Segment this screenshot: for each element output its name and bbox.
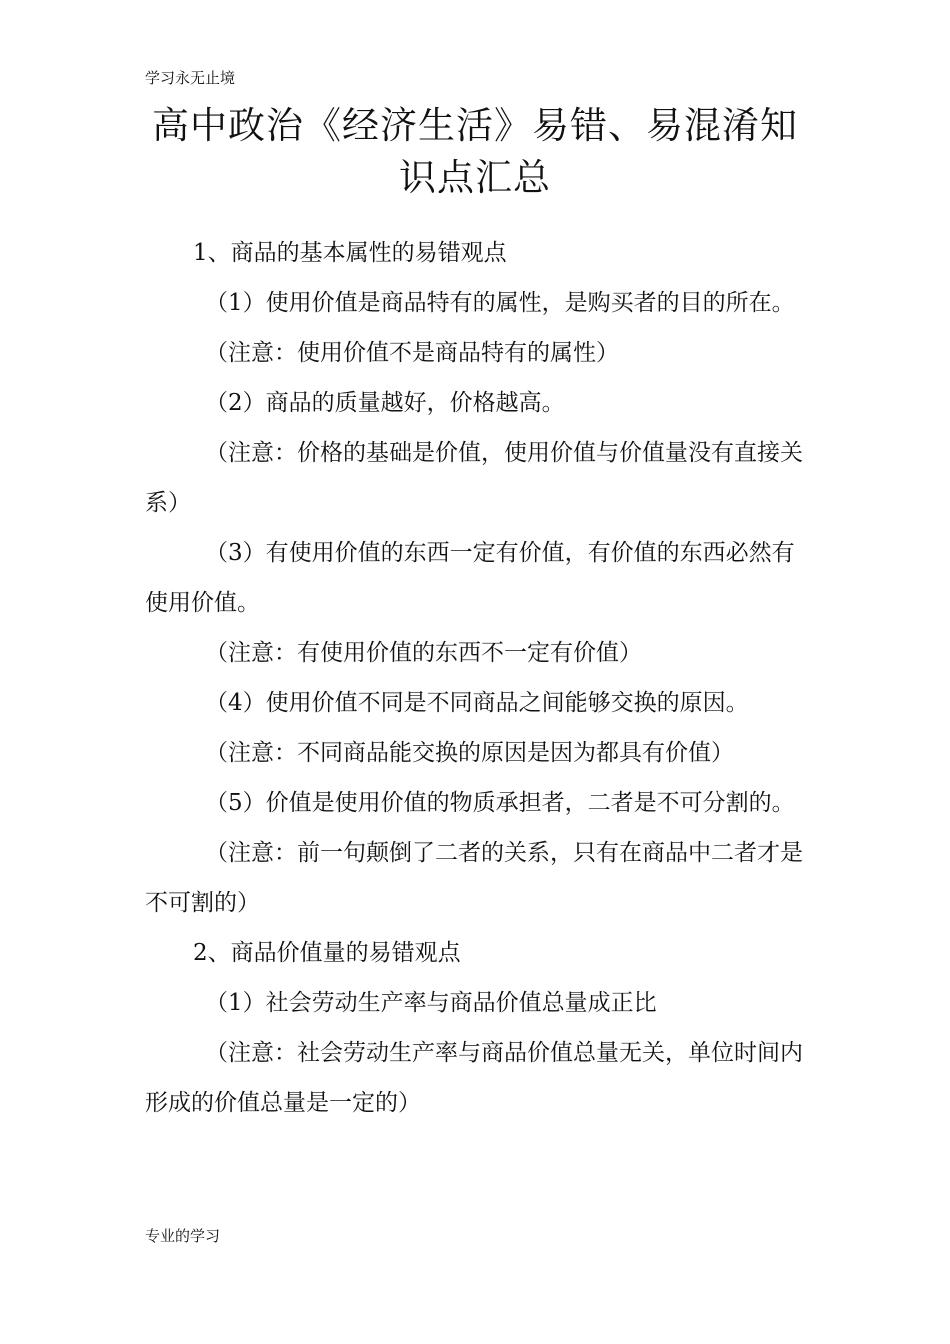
title-line-2: 识点汇总: [399, 156, 551, 199]
page-header: 学习永无止境: [145, 69, 236, 87]
section-heading: 1、商品的基本属性的易错观点: [193, 240, 507, 266]
list-item: （1）使用价值是商品特有的属性，是购买者的目的所在。: [205, 290, 795, 316]
document-title: [130, 100, 820, 204]
page-footer: 专业的学习: [145, 1227, 221, 1245]
list-item: （4）使用价值不同是不同商品之间能够交换的原因。: [205, 690, 749, 716]
note-paragraph: （注意：不同商品能交换的原因是因为都具有价值）: [205, 740, 734, 766]
list-item: （2）商品的质量越好，价格越高。: [205, 390, 565, 416]
note-paragraph: （注意：社会劳动生产率与商品价值总量无关，单位时间内形成的价值总量是一定的）: [145, 1040, 803, 1116]
section-heading: 2、商品价值量的易错观点: [193, 940, 461, 966]
list-item: （1）社会劳动生产率与商品价值总量成正比: [205, 990, 657, 1016]
note-paragraph: （注意：有使用价值的东西不一定有价值）: [205, 640, 642, 666]
note-paragraph: （注意：价格的基础是价值，使用价值与价值量没有直接关系）: [145, 440, 803, 516]
list-item: （5）价值是使用价值的物质承担者，二者是不可分割的。: [205, 790, 795, 816]
title-line-1: 高中政治《经济生活》易错、易混淆知: [152, 104, 798, 147]
note-paragraph: （注意：使用价值不是商品特有的属性）: [205, 340, 619, 366]
note-paragraph: （注意：前一句颠倒了二者的关系，只有在商品中二者才是不可割的）: [145, 840, 803, 916]
list-item: （3）有使用价值的东西一定有价值，有价值的东西必然有使用价值。: [145, 540, 795, 616]
document-body: [145, 228, 810, 1128]
